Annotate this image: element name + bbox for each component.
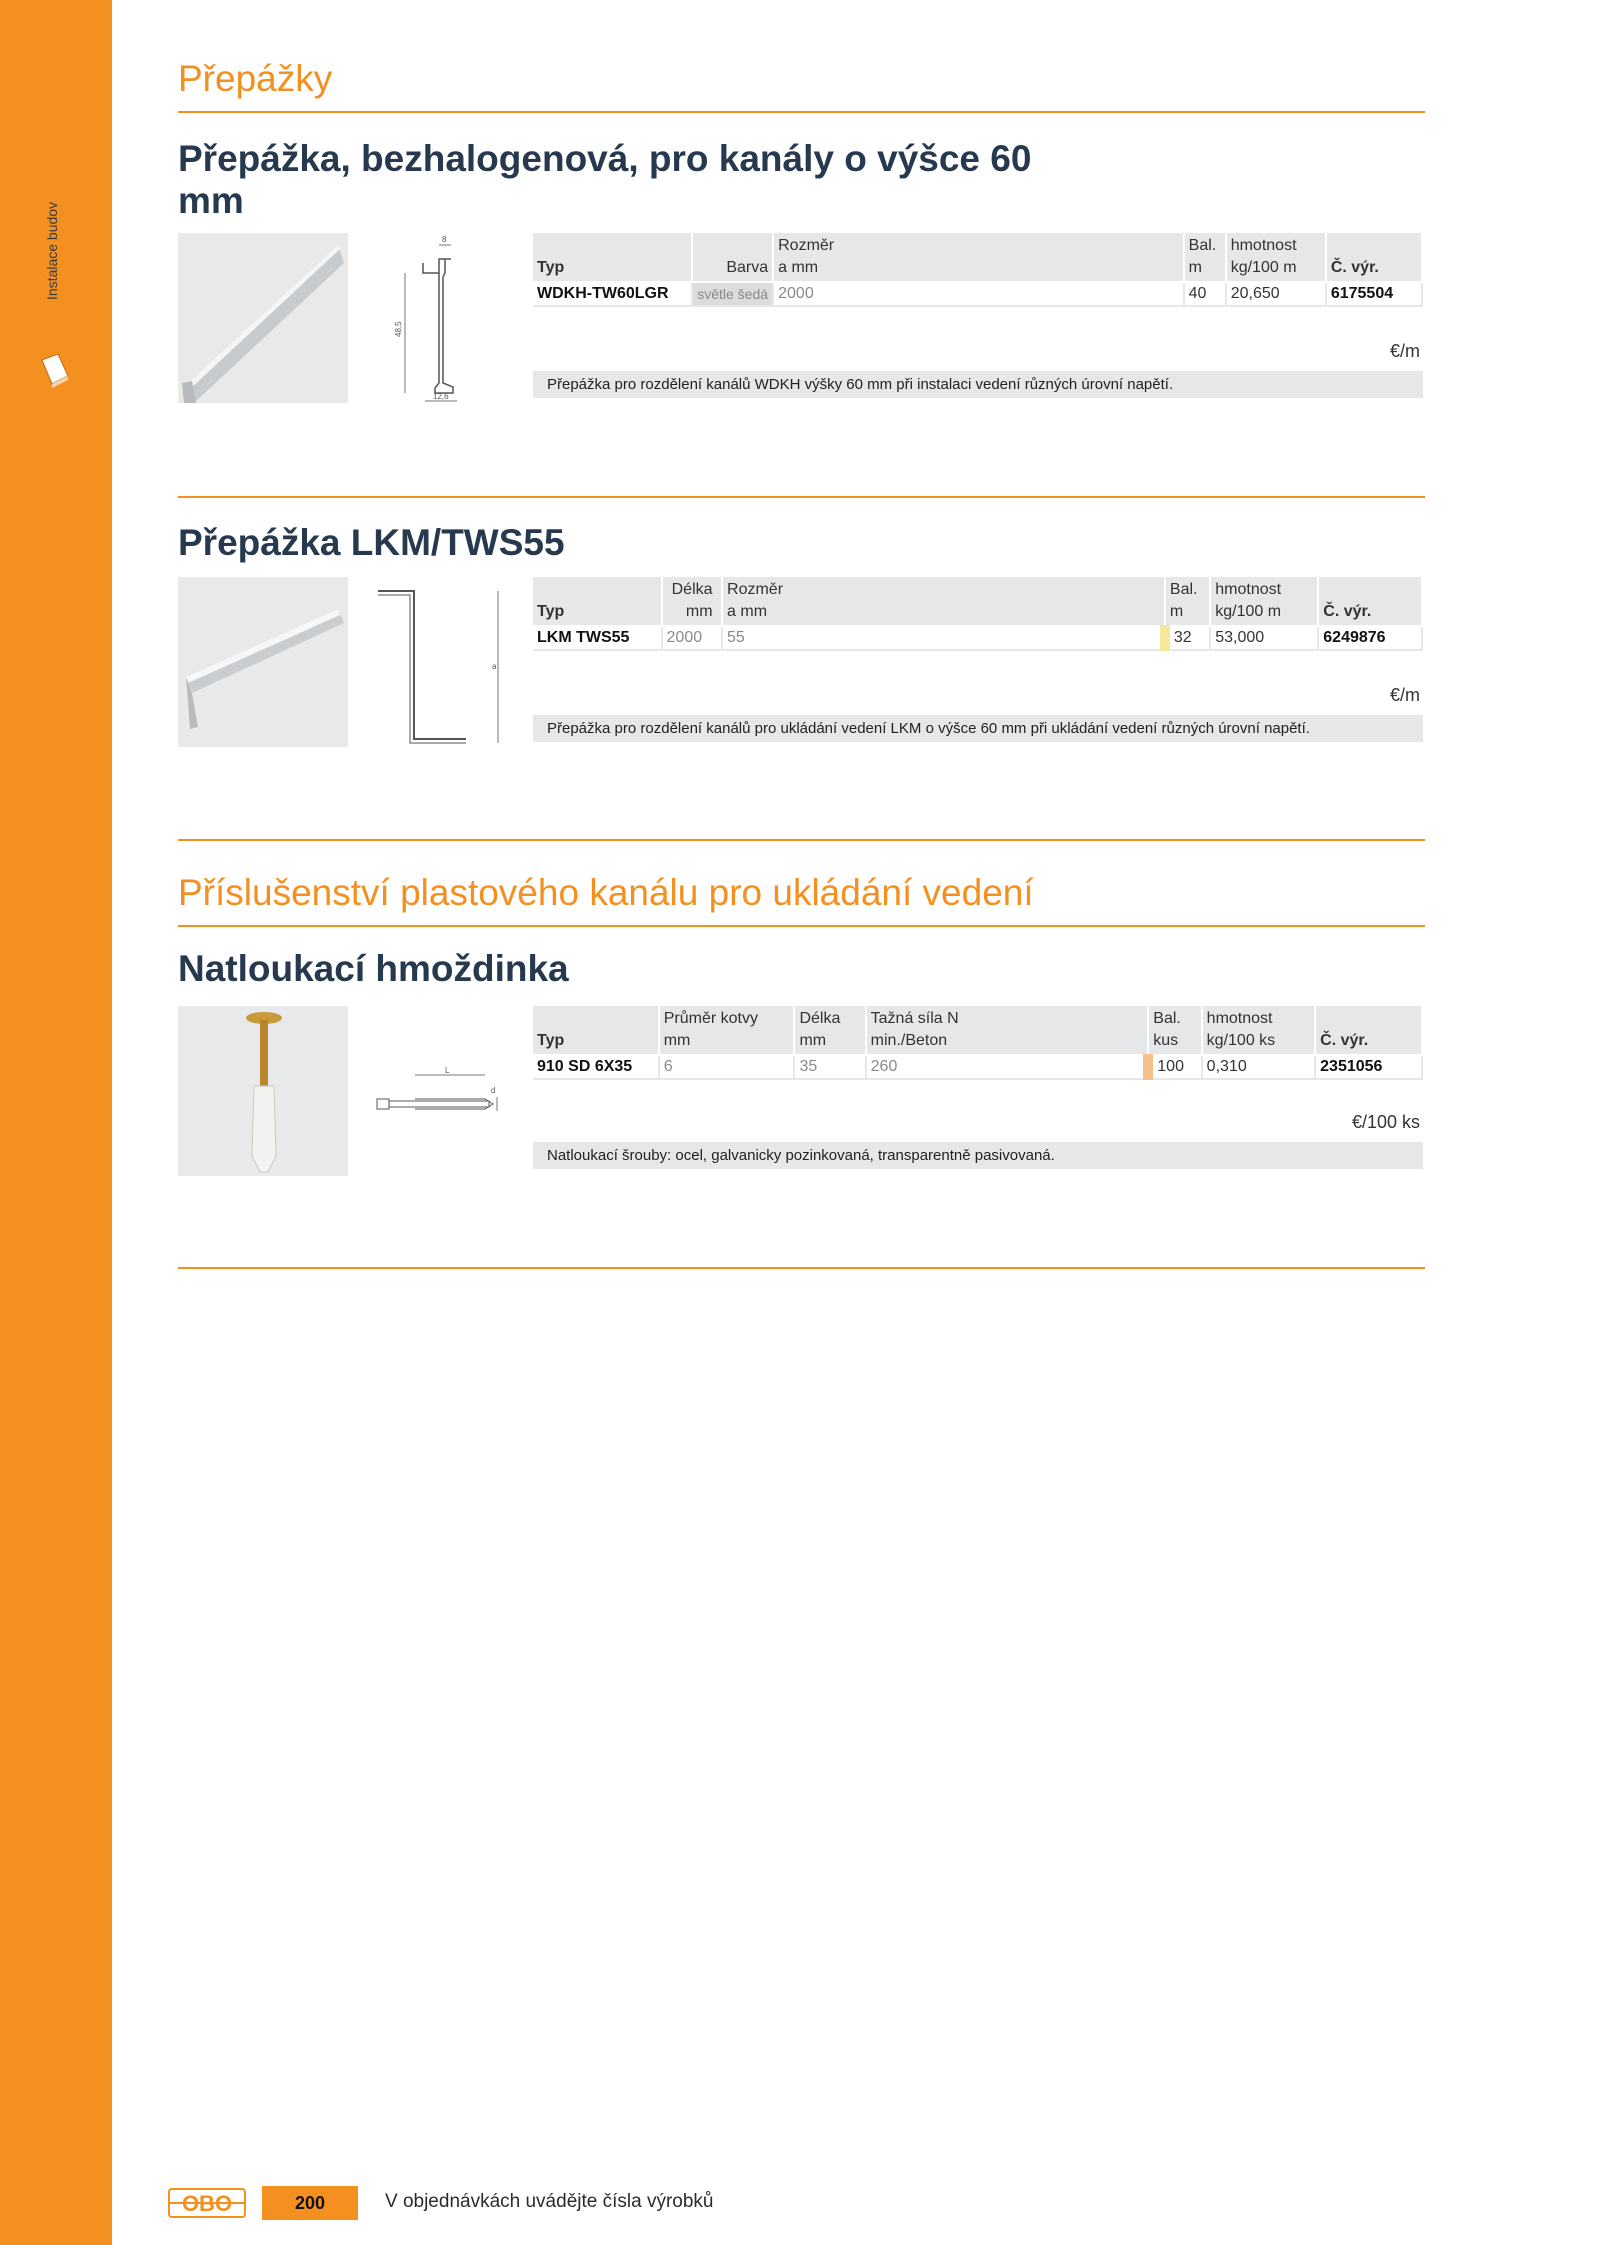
col-header-hmotnost: hmotnost kg/100 m xyxy=(1210,577,1318,626)
drawing-label: 48,5 xyxy=(394,321,403,337)
table-header-row xyxy=(533,1006,1422,1055)
sidebar xyxy=(0,0,112,2245)
footer-text: V objednávkách uvádějte čísla výrobků xyxy=(385,2191,714,2212)
cell-cislo: 6249876 xyxy=(1318,626,1422,650)
drawing-label: 12,6 xyxy=(433,392,449,401)
cell-hmotnost: 53,000 xyxy=(1210,626,1318,650)
cell-tazna-sila: 260 xyxy=(866,1055,1149,1079)
section-title-prepazky: Přepážky xyxy=(178,58,333,99)
table-row xyxy=(533,282,1422,306)
product-photo-lkm xyxy=(178,577,348,747)
col-header-bal: Bal. kus xyxy=(1148,1006,1201,1055)
technical-drawing-lkm xyxy=(370,585,510,750)
section-divider xyxy=(178,111,1425,113)
cell-bal: 32 xyxy=(1165,626,1210,650)
product-description: Natloukací šrouby: ocel, galvanicky pozinkovaná, transparentně pasivovaná. xyxy=(533,1142,1423,1169)
price-unit: €/m xyxy=(1389,685,1420,705)
cell-cislo: 6175504 xyxy=(1326,282,1422,306)
cell-bal: 100 xyxy=(1148,1055,1201,1079)
section-title-prislusenstvi: Příslušenství plastového kanálu pro ukládání vedení xyxy=(178,872,1034,913)
table-row xyxy=(533,1055,1422,1079)
section-divider xyxy=(178,1267,1425,1269)
product-table-wdkh xyxy=(533,233,1423,307)
page-number: 200 xyxy=(262,2186,358,2220)
col-header-bal: Bal. m xyxy=(1165,577,1210,626)
cell-barva: světle šedá xyxy=(692,282,773,306)
price-unit: €/m xyxy=(1389,341,1420,361)
col-header-cislo: Č. výr. xyxy=(1318,577,1422,626)
cell-typ: LKM TWS55 xyxy=(533,626,662,650)
cell-hmotnost: 0,310 xyxy=(1202,1055,1315,1079)
col-header-typ: Typ xyxy=(533,1006,659,1055)
cell-hmotnost: 20,650 xyxy=(1226,282,1326,306)
col-header-rozmer: Rozměr a mm xyxy=(773,233,1184,282)
col-header-tazna-sila: Tažná síla N min./Beton xyxy=(866,1006,1149,1055)
cell-bal: 40 xyxy=(1184,282,1226,306)
col-header-typ: Typ xyxy=(533,233,692,282)
col-header-rozmer: Rozměr a mm xyxy=(722,577,1165,626)
col-header-delka: Délka mm xyxy=(662,577,722,626)
col-header-bal: Bal. m xyxy=(1184,233,1226,282)
table-header-row xyxy=(533,233,1422,282)
product-photo-hmozdinka xyxy=(178,1006,348,1176)
section-divider xyxy=(178,496,1425,498)
cable-duct-icon xyxy=(40,352,70,388)
col-header-prumer: Průměr kotvy mm xyxy=(659,1006,795,1055)
drawing-label: L xyxy=(445,1066,450,1075)
product-table-lkm xyxy=(533,577,1423,651)
col-header-cislo: Č. výr. xyxy=(1315,1006,1422,1055)
table-row xyxy=(533,626,1422,650)
product-title-wdkh: Přepážka, bezhalogenová, pro kanály o výšce 60 mm xyxy=(178,138,1032,221)
col-header-cislo: Č. výr. xyxy=(1326,233,1422,282)
product-title-hmozdinka: Natloukací hmoždinka xyxy=(178,948,569,989)
product-table-hmozdinka xyxy=(533,1006,1423,1080)
section-divider xyxy=(178,839,1425,841)
cell-delka: 2000 xyxy=(662,626,722,650)
drawing-label: d xyxy=(491,1086,496,1095)
cell-prumer: 6 xyxy=(659,1055,795,1079)
cell-cislo: 2351056 xyxy=(1315,1055,1422,1079)
cell-typ: WDKH-TW60LGR xyxy=(533,282,692,306)
product-description: Přepážka pro rozdělení kanálů pro ukládání vedení LKM o výšce 60 mm při ukládání vedení různých úrovní napětí. xyxy=(533,715,1423,742)
section-divider xyxy=(178,925,1425,927)
col-header-hmotnost: hmotnost kg/100 m xyxy=(1226,233,1326,282)
sidebar-label: Instalace budov xyxy=(44,201,60,300)
col-header-hmotnost: hmotnost kg/100 ks xyxy=(1202,1006,1315,1055)
cell-rozmer: 55 xyxy=(722,626,1165,650)
drawing-label: a xyxy=(492,662,497,671)
col-header-delka: Délka mm xyxy=(794,1006,865,1055)
product-description: Přepážka pro rozdělení kanálů WDKH výšky 60 mm při instalaci vedení různých úrovní napětí. xyxy=(533,371,1423,398)
svg-text:OBO: OBO xyxy=(181,2191,233,2216)
technical-drawing-wdkh xyxy=(395,233,475,408)
col-header-typ: Typ xyxy=(533,577,662,626)
drawing-label: 8 xyxy=(442,235,447,244)
product-photo-wdkh xyxy=(178,233,348,403)
col-header-barva: Barva xyxy=(692,233,773,282)
table-header-row xyxy=(533,577,1422,626)
cell-delka: 35 xyxy=(794,1055,865,1079)
price-unit: €/100 ks xyxy=(1351,1112,1420,1132)
cell-typ: 910 SD 6X35 xyxy=(533,1055,659,1079)
cell-rozmer: 2000 xyxy=(773,282,1184,306)
product-title-lkm: Přepážka LKM/TWS55 xyxy=(178,522,565,563)
technical-drawing-hmozdinka xyxy=(375,1065,505,1135)
obo-logo xyxy=(168,2186,246,2220)
